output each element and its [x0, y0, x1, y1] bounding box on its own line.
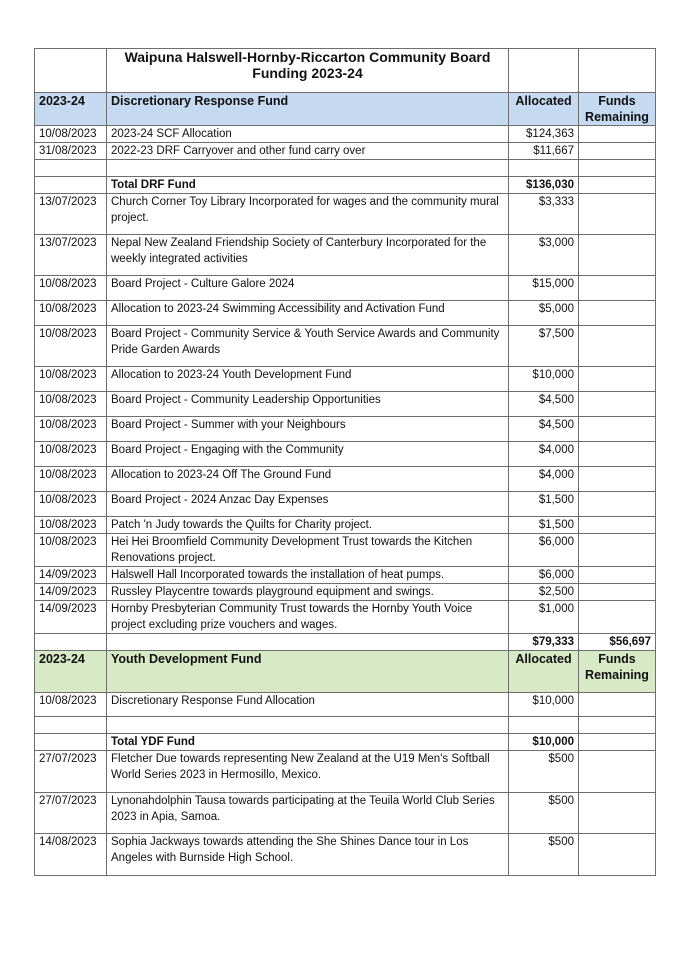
row-funds-remaining — [579, 392, 656, 417]
row-date: 10/08/2023 — [35, 326, 107, 367]
table-row — [35, 693, 656, 717]
row-allocated-amount: $4,000 — [509, 442, 579, 467]
row-description: Board Project - Community Leadership Opportunities — [107, 392, 509, 417]
row-date: 14/08/2023 — [35, 834, 107, 876]
total-fund-label: Total YDF Fund — [107, 734, 509, 751]
allocated-column-header: Allocated — [509, 651, 579, 693]
row-description: Church Corner Toy Library Incorporated for wages and the community mural project. — [107, 194, 509, 235]
table-row — [35, 126, 656, 143]
fund-name-label: Discretionary Response Fund — [107, 93, 509, 126]
row-funds-remaining — [579, 194, 656, 235]
table-row — [35, 326, 656, 367]
row-date: 14/09/2023 — [35, 601, 107, 634]
row-allocated-amount: $10,000 — [509, 693, 579, 717]
row-date: 10/08/2023 — [35, 517, 107, 534]
row-date: 10/08/2023 — [35, 534, 107, 567]
row-description: Nepal New Zealand Friendship Society of Canterbury Incorporated for the weekly integrated activities — [107, 235, 509, 276]
row-funds-remaining — [579, 567, 656, 584]
funds-remaining-column-header — [579, 651, 656, 693]
drf-sum-allocated: $79,333 — [509, 634, 579, 651]
remaining-label-line-2: Remaining — [585, 668, 649, 682]
row-allocated-amount: $11,667 — [509, 143, 579, 160]
row-description: Lynonahdolphin Tausa towards participating at the Teuila World Club Series 2023 in Apia, Samoa. — [107, 793, 509, 834]
table-row — [35, 751, 656, 793]
drf-sum-remaining: $56,697 — [579, 634, 656, 651]
row-date: 10/08/2023 — [35, 392, 107, 417]
row-date: 13/07/2023 — [35, 235, 107, 276]
row-date: 27/07/2023 — [35, 751, 107, 793]
row-allocated-amount: $124,363 — [509, 126, 579, 143]
row-date: 10/08/2023 — [35, 367, 107, 392]
table-row — [35, 567, 656, 584]
row-date: 10/08/2023 — [35, 126, 107, 143]
table-row — [35, 793, 656, 834]
row-funds-remaining — [579, 793, 656, 834]
row-date: 10/08/2023 — [35, 276, 107, 301]
row-funds-remaining — [579, 276, 656, 301]
row-allocated-amount: $7,500 — [509, 326, 579, 367]
table-row — [35, 367, 656, 392]
row-description: Discretionary Response Fund Allocation — [107, 693, 509, 717]
row-allocated-amount: $500 — [509, 793, 579, 834]
row-funds-remaining — [579, 143, 656, 160]
remaining-label-line-1: Funds — [598, 94, 636, 108]
row-date: 10/08/2023 — [35, 442, 107, 467]
row-description: Board Project - Engaging with the Community — [107, 442, 509, 467]
row-description: Board Project - Summer with your Neighbours — [107, 417, 509, 442]
table-row — [35, 276, 656, 301]
table-row — [35, 194, 656, 235]
row-date: 31/08/2023 — [35, 143, 107, 160]
table-row — [35, 517, 656, 534]
table-row — [35, 417, 656, 442]
row-funds-remaining — [579, 467, 656, 492]
row-allocated-amount: $10,000 — [509, 367, 579, 392]
row-description: Fletcher Due towards representing New Zealand at the U19 Men's Softball World Series 2023 in Hermosillo, Mexico. — [107, 751, 509, 793]
title-line-2: Funding 2023-24 — [252, 65, 363, 81]
row-description: Patch 'n Judy towards the Quilts for Charity project. — [107, 517, 509, 534]
table-row — [35, 235, 656, 276]
table-row — [35, 442, 656, 467]
row-description: Sophia Jackways towards attending the She Shines Dance tour in Los Angeles with Burnside High School. — [107, 834, 509, 876]
row-allocated-amount: $500 — [509, 834, 579, 876]
row-allocated-amount: $4,000 — [509, 467, 579, 492]
row-funds-remaining — [579, 367, 656, 392]
row-allocated-amount: $3,333 — [509, 194, 579, 235]
funding-table — [34, 48, 656, 876]
row-funds-remaining — [579, 235, 656, 276]
row-date: 10/08/2023 — [35, 417, 107, 442]
row-description: 2022-23 DRF Carryover and other fund carry over — [107, 143, 509, 160]
allocated-column-header: Allocated — [509, 93, 579, 126]
row-allocated-amount: $4,500 — [509, 417, 579, 442]
row-description: Board Project - Community Service & Youth Service Awards and Community Pride Garden Awards — [107, 326, 509, 367]
row-allocated-amount: $1,500 — [509, 517, 579, 534]
row-funds-remaining — [579, 834, 656, 876]
fund-name-label: Youth Development Fund — [107, 651, 509, 693]
table-row — [35, 301, 656, 326]
ydf-header-row — [35, 651, 656, 693]
drf-total-row — [35, 177, 656, 194]
table-row — [35, 492, 656, 517]
funds-remaining-column-header — [579, 93, 656, 126]
row-date: 27/07/2023 — [35, 793, 107, 834]
fund-year-label: 2023-24 — [35, 651, 107, 693]
row-funds-remaining — [579, 326, 656, 367]
ydf-total-row — [35, 734, 656, 751]
total-fund-value: $10,000 — [509, 734, 579, 751]
row-description: Russley Playcentre towards playground equipment and swings. — [107, 584, 509, 601]
row-description: Allocation to 2023-24 Swimming Accessibility and Activation Fund — [107, 301, 509, 326]
row-description: Board Project - 2024 Anzac Day Expenses — [107, 492, 509, 517]
row-date: 14/09/2023 — [35, 584, 107, 601]
row-description: Allocation to 2023-24 Youth Development Fund — [107, 367, 509, 392]
row-allocated-amount: $3,000 — [509, 235, 579, 276]
total-fund-value: $136,030 — [509, 177, 579, 194]
row-date: 13/07/2023 — [35, 194, 107, 235]
row-allocated-amount: $15,000 — [509, 276, 579, 301]
empty-row — [35, 160, 656, 177]
document-title — [107, 49, 509, 93]
row-funds-remaining — [579, 492, 656, 517]
row-allocated-amount: $1,500 — [509, 492, 579, 517]
table-row — [35, 601, 656, 634]
row-funds-remaining — [579, 534, 656, 567]
row-date: 14/09/2023 — [35, 567, 107, 584]
row-funds-remaining — [579, 301, 656, 326]
row-allocated-amount: $1,000 — [509, 601, 579, 634]
row-description: Halswell Hall Incorporated towards the installation of heat pumps. — [107, 567, 509, 584]
row-funds-remaining — [579, 517, 656, 534]
row-funds-remaining — [579, 442, 656, 467]
row-funds-remaining — [579, 584, 656, 601]
row-description: 2023-24 SCF Allocation — [107, 126, 509, 143]
row-allocated-amount: $4,500 — [509, 392, 579, 417]
fund-year-label: 2023-24 — [35, 93, 107, 126]
drf-sum-row — [35, 634, 656, 651]
row-allocated-amount: $2,500 — [509, 584, 579, 601]
table-row — [35, 467, 656, 492]
row-description: Allocation to 2023-24 Off The Ground Fund — [107, 467, 509, 492]
table-row — [35, 834, 656, 876]
table-row — [35, 534, 656, 567]
row-date: 10/08/2023 — [35, 492, 107, 517]
table-row — [35, 584, 656, 601]
row-description: Hornby Presbyterian Community Trust towards the Hornby Youth Voice project excluding prize vouchers and wages. — [107, 601, 509, 634]
row-allocated-amount: $5,000 — [509, 301, 579, 326]
table-row — [35, 143, 656, 160]
title-row — [35, 49, 656, 93]
row-date: 10/08/2023 — [35, 301, 107, 326]
row-date: 10/08/2023 — [35, 467, 107, 492]
row-allocated-amount: $6,000 — [509, 534, 579, 567]
row-description: Hei Hei Broomfield Community Development Trust towards the Kitchen Renovations project. — [107, 534, 509, 567]
total-fund-label: Total DRF Fund — [107, 177, 509, 194]
row-description: Board Project - Culture Galore 2024 — [107, 276, 509, 301]
row-funds-remaining — [579, 601, 656, 634]
remaining-label-line-1: Funds — [598, 652, 636, 666]
row-allocated-amount: $500 — [509, 751, 579, 793]
title-line-1: Waipuna Halswell-Hornby-Riccarton Community Board — [124, 49, 491, 65]
row-allocated-amount: $6,000 — [509, 567, 579, 584]
row-funds-remaining — [579, 126, 656, 143]
row-funds-remaining — [579, 693, 656, 717]
table-row — [35, 392, 656, 417]
empty-row — [35, 717, 656, 734]
remaining-label-line-2: Remaining — [585, 110, 649, 124]
drf-header-row — [35, 93, 656, 126]
row-funds-remaining — [579, 751, 656, 793]
row-date: 10/08/2023 — [35, 693, 107, 717]
row-funds-remaining — [579, 417, 656, 442]
